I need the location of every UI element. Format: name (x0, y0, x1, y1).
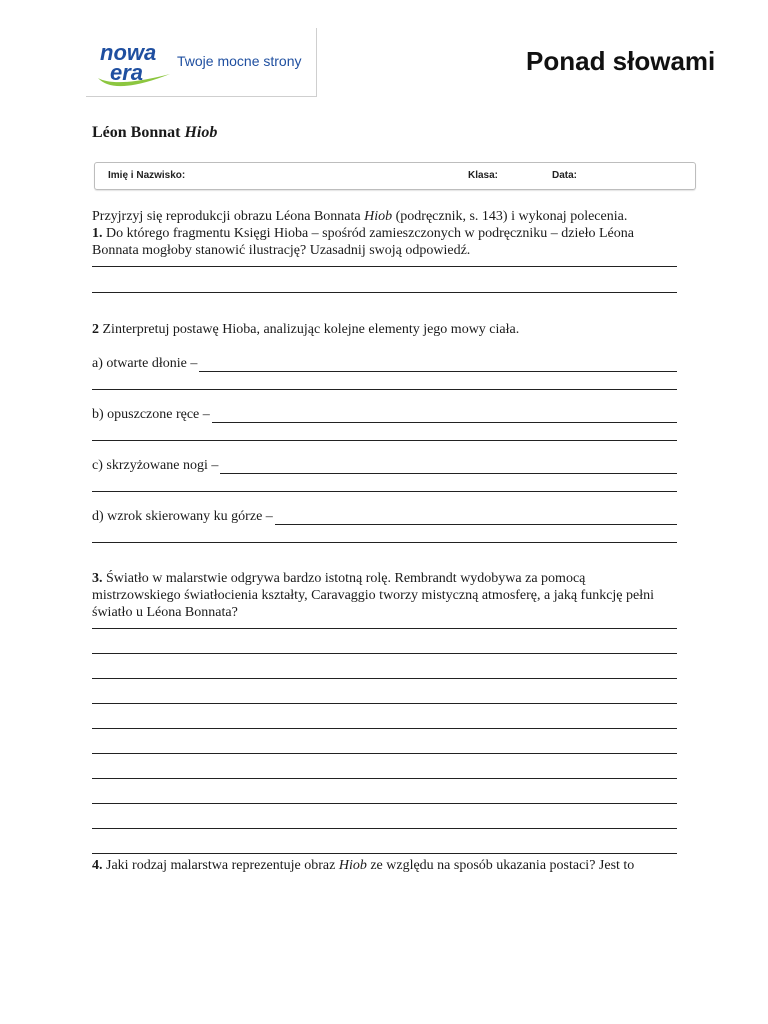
answer-line[interactable] (275, 511, 677, 525)
answer-line[interactable] (92, 542, 677, 543)
question-1: 1. Do którego fragmentu Księgi Hioba – spośród zamieszczonych w podręczniku – dzieło Léona Bonnata mogłoby stanowić ilustrację? Uzasadnij swoją odpowiedź. (92, 226, 634, 258)
answer-line[interactable] (220, 460, 677, 474)
answer-line[interactable] (92, 628, 677, 629)
intro-paragraph: Przyjrzyj się reprodukcji obrazu Léona Bonnata Hiob (podręcznik, s. 143) i wykonaj polecenia. (92, 209, 628, 224)
answer-line[interactable] (92, 389, 677, 390)
question-3: 3. Światło w malarstwie odgrywa bardzo istotną rolę. Rembrandt wydobywa za pomocą mistrzowskiego światłocienia kształty, Caravaggio tworzy mistyczną atmosferę, a jaką funkcję pełni światło u Léona Bonnata? (92, 571, 655, 620)
q2-item-b: b) opuszczone ręce – (92, 406, 677, 423)
q2-item-c: c) skrzyżowane nogi – (92, 457, 677, 474)
answer-line[interactable] (92, 678, 677, 679)
answer-line[interactable] (92, 653, 677, 654)
answer-line[interactable] (92, 292, 677, 293)
answer-line[interactable] (199, 358, 677, 372)
answer-line[interactable] (92, 728, 677, 729)
q2-item-d: d) wzrok skierowany ku górze – (92, 508, 677, 525)
date-label: Data: (552, 170, 578, 181)
answer-line[interactable] (92, 778, 677, 779)
question-4: 4. Jaki rodzaj malarstwa reprezentuje obraz Hiob ze względu na sposób ukazania postaci? Jest to (92, 858, 635, 873)
answer-line[interactable] (92, 753, 677, 754)
answer-line[interactable] (92, 828, 677, 829)
answer-line[interactable] (212, 409, 677, 423)
title-work: Hiob (184, 124, 218, 141)
logo-slogan: Twoje mocne strony (177, 53, 302, 69)
worksheet-content (92, 208, 677, 874)
q2-item-a: a) otwarte dłonie – (92, 355, 677, 372)
answer-line[interactable] (92, 440, 677, 441)
answer-line[interactable] (92, 703, 677, 704)
page-title (92, 124, 217, 142)
logo-text-top: nowa (100, 40, 157, 65)
question-2: 2 Zinterpretuj postawę Hioba, analizując kolejne elementy jego mowy ciała. (92, 322, 520, 337)
answer-line[interactable] (92, 853, 677, 854)
answer-line[interactable] (92, 803, 677, 804)
answer-line[interactable] (92, 266, 677, 267)
name-label: Imię i Nazwisko: (108, 170, 186, 181)
logo-text-bottom: era (110, 60, 144, 85)
series-title: Ponad słowami (526, 46, 716, 76)
student-info-bar (94, 162, 696, 190)
title-author: Léon Bonnat (92, 124, 181, 141)
answer-line[interactable] (92, 491, 677, 492)
class-label: Klasa: (468, 170, 499, 181)
nowa-era-logo (96, 38, 172, 94)
